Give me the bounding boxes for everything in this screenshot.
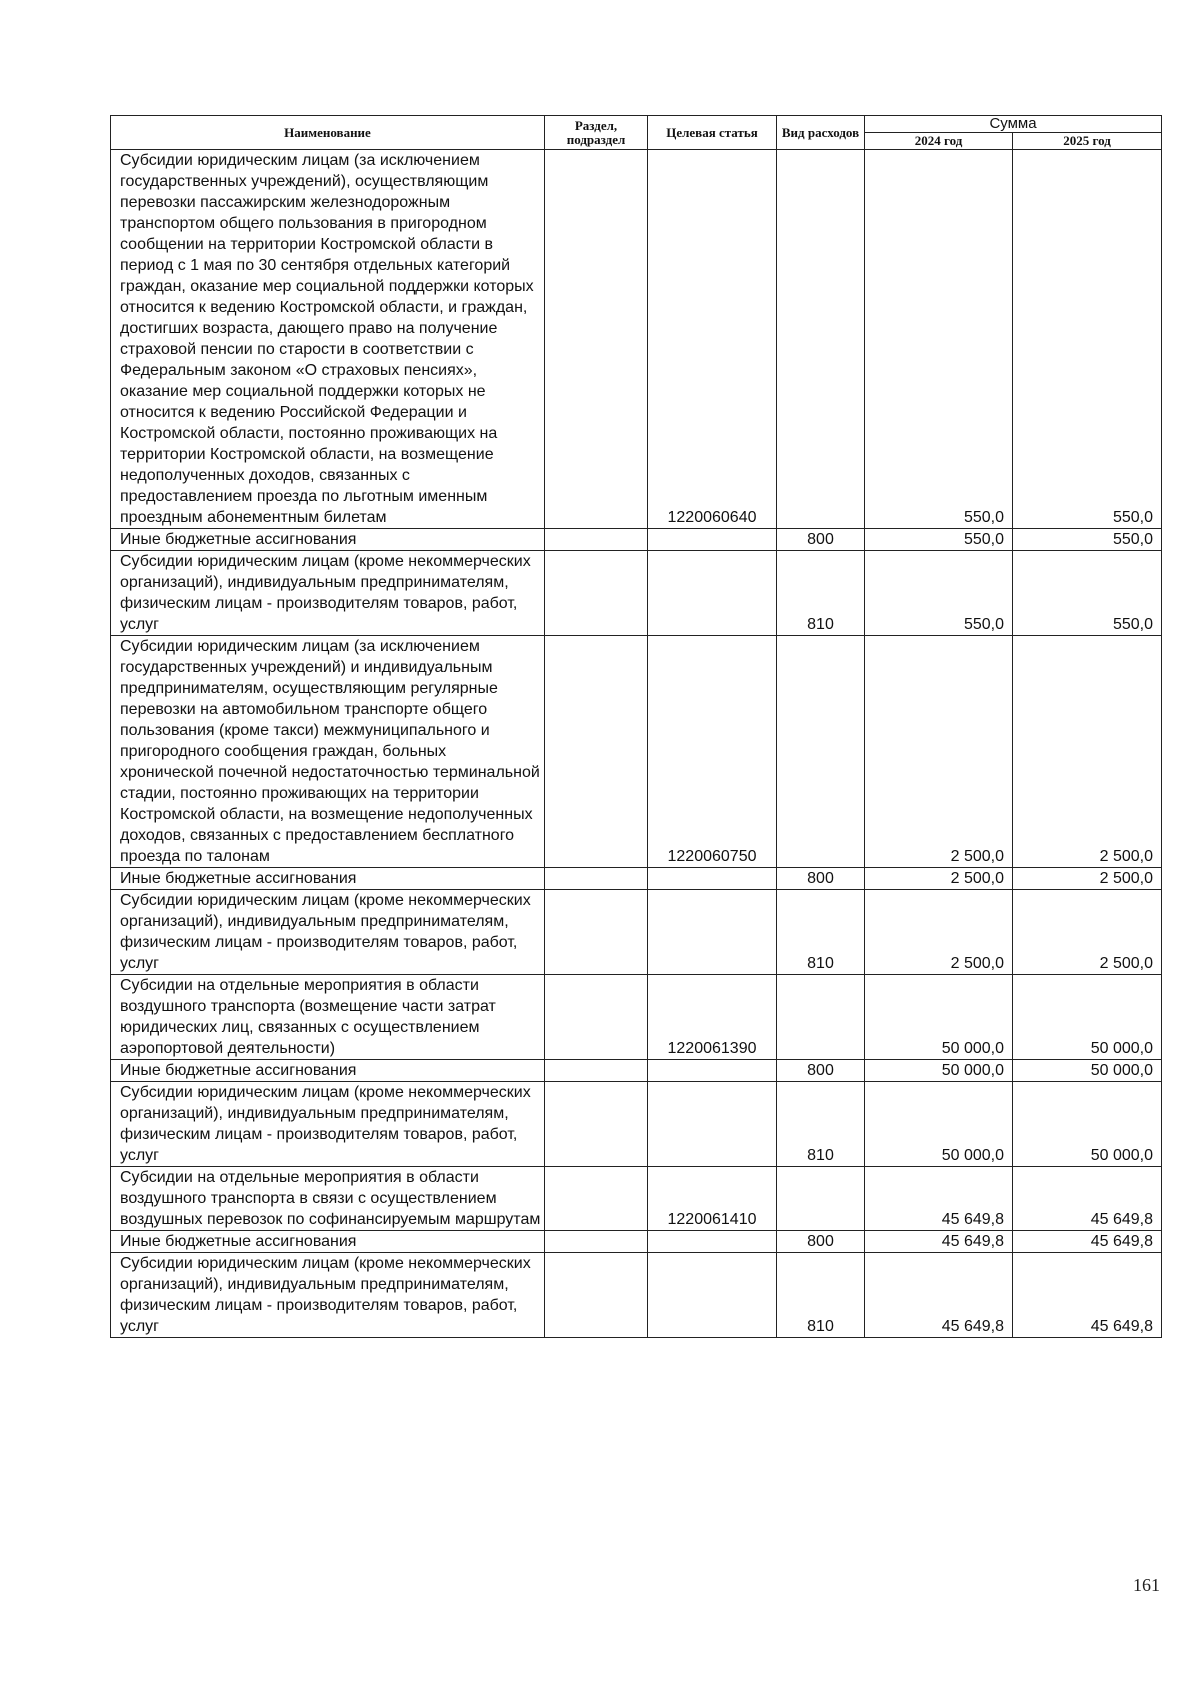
- cell-article: [648, 1253, 777, 1338]
- cell-kind: 800: [777, 868, 865, 890]
- header-year-2024: 2024 год: [865, 133, 1013, 150]
- header-name: Наименование: [111, 116, 545, 150]
- table-row: [111, 551, 1162, 636]
- cell-name: Субсидии юридическим лицам (кроме некоммерческих организаций), индивидуальным предпринимателям, физическим лицам - производителям товаров, работ, услуг: [111, 551, 545, 636]
- cell-kind: 810: [777, 1082, 865, 1167]
- cell-kind: [777, 150, 865, 529]
- cell-article: 1220060750: [648, 636, 777, 868]
- cell-article: [648, 868, 777, 890]
- cell-sum-2024: 45 649,8: [865, 1253, 1013, 1338]
- cell-section: [545, 975, 648, 1060]
- cell-sum-2024: 50 000,0: [865, 975, 1013, 1060]
- cell-name: Субсидии на отдельные мероприятия в области воздушного транспорта (возмещение части затрат юридических лиц, связанных с осуществлением аэропортовой деятельности): [111, 975, 545, 1060]
- cell-section: [545, 150, 648, 529]
- table-row: [111, 890, 1162, 975]
- cell-name: Субсидии юридическим лицам (кроме некоммерческих организаций), индивидуальным предпринимателям, физическим лицам - производителям товаров, работ, услуг: [111, 890, 545, 975]
- table-row: [111, 1060, 1162, 1082]
- cell-sum-2024: 50 000,0: [865, 1060, 1013, 1082]
- cell-sum-2025: 45 649,8: [1013, 1253, 1162, 1338]
- cell-kind: 800: [777, 1231, 865, 1253]
- cell-article: 1220060640: [648, 150, 777, 529]
- table-header: [111, 116, 1162, 150]
- cell-name: Субсидии на отдельные мероприятия в области воздушного транспорта в связи с осуществлением воздушных перевозок по софинансируемым маршрутам: [111, 1167, 545, 1231]
- cell-article: [648, 890, 777, 975]
- cell-kind: [777, 975, 865, 1060]
- cell-section: [545, 1253, 648, 1338]
- cell-section: [545, 551, 648, 636]
- page-number: 161: [1133, 1575, 1160, 1595]
- table-row: [111, 1167, 1162, 1231]
- header-year-2025: 2025 год: [1013, 133, 1162, 150]
- cell-article: [648, 1060, 777, 1082]
- cell-article: [648, 529, 777, 551]
- cell-article: [648, 1231, 777, 1253]
- cell-article: 1220061410: [648, 1167, 777, 1231]
- cell-name: Иные бюджетные ассигнования: [111, 1060, 545, 1082]
- cell-article: 1220061390: [648, 975, 777, 1060]
- cell-sum-2024: 2 500,0: [865, 890, 1013, 975]
- cell-article: [648, 1082, 777, 1167]
- cell-name: Иные бюджетные ассигнования: [111, 1231, 545, 1253]
- cell-name: Субсидии юридическим лицам (кроме некоммерческих организаций), индивидуальным предпринимателям, физическим лицам - производителям товаров, работ, услуг: [111, 1082, 545, 1167]
- cell-sum-2024: 550,0: [865, 529, 1013, 551]
- cell-sum-2024: 2 500,0: [865, 636, 1013, 868]
- cell-name: Субсидии юридическим лицам (за исключением государственных учреждений), осуществляющим перевозки пассажирским железнодорожным транспортом общего пользования в пригородном сообщении на территории Костромской области в период с 1 мая по 30 сентября отдельных категорий граждан, оказание мер социальной поддержки которых относится к ведению Костромской области, и граждан, достигших возраста, дающего право на получение страховой пенсии по старости в соответствии с Федеральным законом «О страховых пенсиях», оказание мер социальной поддержки которых не относится к ведению Российской Федерации и Костромской области, постоянно проживающих на территории Костромской области, на возмещение недополученных доходов, связанных с предоставлением проезда по льготным именным проездным абонементным билетам: [111, 150, 545, 529]
- header-kind: Вид расходов: [777, 116, 865, 150]
- cell-kind: 800: [777, 1060, 865, 1082]
- table-row: [111, 868, 1162, 890]
- cell-kind: [777, 1167, 865, 1231]
- table-row: [111, 529, 1162, 551]
- cell-section: [545, 868, 648, 890]
- cell-kind: 810: [777, 890, 865, 975]
- cell-sum-2025: 50 000,0: [1013, 1060, 1162, 1082]
- cell-sum-2024: 2 500,0: [865, 868, 1013, 890]
- cell-section: [545, 1082, 648, 1167]
- cell-kind: 810: [777, 551, 865, 636]
- cell-kind: 810: [777, 1253, 865, 1338]
- table-row: [111, 1253, 1162, 1338]
- table-row: [111, 150, 1162, 529]
- cell-sum-2025: 550,0: [1013, 150, 1162, 529]
- cell-kind: 800: [777, 529, 865, 551]
- cell-sum-2024: 45 649,8: [865, 1167, 1013, 1231]
- cell-name: Субсидии юридическим лицам (кроме некоммерческих организаций), индивидуальным предпринимателям, физическим лицам - производителям товаров, работ, услуг: [111, 1253, 545, 1338]
- table-row: [111, 636, 1162, 868]
- cell-section: [545, 1060, 648, 1082]
- cell-sum-2025: 550,0: [1013, 551, 1162, 636]
- cell-name: Субсидии юридическим лицам (за исключением государственных учреждений) и индивидуальным предпринимателям, осуществляющим регулярные перевозки на автомобильном транспорте общего пользования (кроме такси) межмуниципального и пригородного сообщения граждан, больных хронической почечной недостаточностью терминальной стадии, постоянно проживающих на территории Костромской области, на возмещение недополученных доходов, связанных с предоставлением бесплатного проезда по талонам: [111, 636, 545, 868]
- budget-table: [110, 115, 1162, 1338]
- header-section: Раздел, подраздел: [545, 116, 648, 150]
- header-article: Целевая статья: [648, 116, 777, 150]
- cell-sum-2025: 50 000,0: [1013, 1082, 1162, 1167]
- header-sum: Сумма: [865, 116, 1162, 133]
- cell-sum-2025: 50 000,0: [1013, 975, 1162, 1060]
- table-row: [111, 975, 1162, 1060]
- cell-section: [545, 636, 648, 868]
- cell-sum-2024: 45 649,8: [865, 1231, 1013, 1253]
- cell-sum-2025: 2 500,0: [1013, 868, 1162, 890]
- cell-sum-2025: 45 649,8: [1013, 1167, 1162, 1231]
- cell-sum-2024: 550,0: [865, 551, 1013, 636]
- cell-kind: [777, 636, 865, 868]
- cell-sum-2025: 2 500,0: [1013, 890, 1162, 975]
- cell-section: [545, 1231, 648, 1253]
- table-body: [111, 150, 1162, 1338]
- cell-sum-2025: 2 500,0: [1013, 636, 1162, 868]
- table-row: [111, 1082, 1162, 1167]
- cell-article: [648, 551, 777, 636]
- cell-sum-2024: 50 000,0: [865, 1082, 1013, 1167]
- cell-section: [545, 1167, 648, 1231]
- cell-section: [545, 890, 648, 975]
- cell-name: Иные бюджетные ассигнования: [111, 868, 545, 890]
- table-row: [111, 1231, 1162, 1253]
- cell-sum-2025: 45 649,8: [1013, 1231, 1162, 1253]
- cell-sum-2025: 550,0: [1013, 529, 1162, 551]
- cell-sum-2024: 550,0: [865, 150, 1013, 529]
- cell-name: Иные бюджетные ассигнования: [111, 529, 545, 551]
- cell-section: [545, 529, 648, 551]
